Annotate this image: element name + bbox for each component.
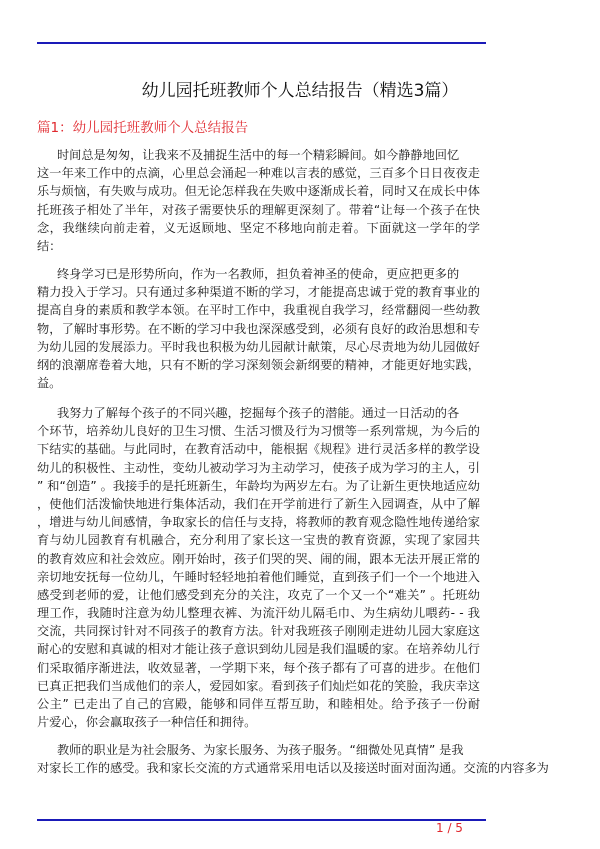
text-line: 纲的浪潮席卷着大地，只有不断的学习深刻领会新纲要的精神，才能更好地实践， bbox=[37, 357, 480, 372]
text-line: 的教育效应和社会效应。刚开始时，孩子们哭的哭、闹的闹，跟本无法开展正常的 bbox=[37, 551, 480, 566]
text-line: 教师的职业是为社会服务、为家长服务、为孩子服务。“细微处见真情” 是我 bbox=[57, 743, 464, 757]
text-line: 已真正把我们当成他们的亲人，爱园如家。看到孩子们灿烂如花的笑脸，我庆幸这 bbox=[37, 678, 480, 693]
text-line: 念，我继续向前走着，义无返顾地、坚定不移地向前走着。下面就这一学年的学 bbox=[37, 220, 480, 235]
text-line: 终身学习已是形势所向，作为一名教师，担负着神圣的使命，更应把更多的 bbox=[57, 267, 460, 281]
text-line: ，使他们活泼愉快地进行集体活动，我们在开学前进行了新生入园调查，从中了解 bbox=[37, 496, 480, 511]
text-line: 时间总是匆匆，让我来不及捕捉生活中的每一个精彩瞬间。如今静静地回忆 bbox=[57, 148, 460, 162]
header-rule bbox=[37, 42, 486, 44]
text-line: 提高自身的素质和教学本领。在平时工作中，我重视自我学习，经常翻阅一些幼教 bbox=[37, 303, 480, 318]
text-line: 感受到老师的爱，让他们感受到充分的关注，攻克了一个又一个“难关” 。托班幼 bbox=[37, 587, 480, 602]
text-line: 精力投入于学习。只有通过多种渠道不断的学习，才能提高忠诚于党的教育事业的 bbox=[37, 285, 480, 300]
text-line: 托班孩子相处了半年，对孩子需要快乐的理解更深刻了。带着“让每一个孩子在快 bbox=[37, 202, 480, 217]
paragraph-4 bbox=[37, 741, 549, 777]
document-title: 幼儿园托班教师个人总结报告（精选3篇） bbox=[141, 81, 459, 101]
text-line: 下结实的基础。与此同时，在教育活动中，能根据《规程》进行灵活多样的教学设 bbox=[37, 442, 480, 457]
page-indicator: 1 / 5 bbox=[436, 821, 463, 835]
text-line: 幼儿的积极性、主动性，变幼儿被动学习为主动学习，使孩子成为学习的主人，引 bbox=[37, 460, 480, 475]
text-line: 育与幼儿园教育有机融合，充分利用了家长这一宝贵的教育资源，实现了家园共 bbox=[37, 533, 480, 548]
text-line: 益。 bbox=[37, 376, 62, 391]
text-line: 乐与烦恼，有失败与成功。但无论怎样我在失败中逐渐成长着，同时又在成长中体 bbox=[37, 184, 480, 199]
text-line: 结： bbox=[37, 238, 62, 253]
footer-rule bbox=[37, 819, 486, 821]
text-line: 亲切地安抚每一位幼儿，午睡时轻轻地拍着他们睡觉，直到孩子们一个一个地进入 bbox=[37, 569, 480, 584]
text-line: 我努力了解每个孩子的不同兴趣，挖掘每个孩子的潜能。通过一日活动的各 bbox=[57, 406, 460, 420]
text-line: 耐心的安慰和真诚的相对才能让孩子意识到幼儿园是我们温暖的家。在培养幼儿行 bbox=[37, 642, 480, 657]
text-line: 公主” 已走出了自己的宫殿，能够和同伴互帮互助，和睦相处。给予孩子一份耐 bbox=[37, 697, 480, 712]
text-line: 这一年来工作中的点滴，心里总会涌起一种难以言表的感觉，三百多个日日夜夜走 bbox=[37, 166, 480, 181]
text-line: 物，了解时事形势。在不断的学习中我也深深感受到，必须有良好的政治思想和专 bbox=[37, 321, 480, 336]
text-line: 们采取循序渐进法，收效显著，一学期下来，每个孩子都有了可喜的进步。在他们 bbox=[37, 660, 480, 675]
paragraph-3 bbox=[37, 404, 480, 731]
section-heading: 篇1：幼儿园托班教师个人总结报告 bbox=[37, 120, 249, 136]
text-line: 为幼儿园的发展添力。平时我也积极为幼儿园献计献策，尽心尽责地为幼儿园做好 bbox=[37, 339, 480, 354]
paragraph-1 bbox=[37, 146, 480, 255]
text-line: 交流，共同探讨针对不同孩子的教育方法。针对我班孩子刚刚走进幼儿园大家庭这 bbox=[37, 624, 480, 639]
text-line: 对家长工作的感受。我和家长交流的方式通常采用电话以及接送时面对面沟通。交流的内容多为 bbox=[37, 761, 549, 776]
text-line: ” 和“创造” 。我接手的是托班新生，年龄均为两岁左右。为了让新生更快地适应幼 bbox=[37, 478, 480, 493]
text-line: 个环节，培养幼儿良好的卫生习惯、生活习惯及行为习惯等一系列常规，为今后的 bbox=[37, 424, 480, 439]
text-line: 片爱心，你会赢取孩子一种信任和拥待。 bbox=[37, 715, 257, 730]
text-line: 理工作，我随时注意为幼儿整理衣裤、为流汗幼儿隔毛巾、为生病幼儿喂药- - 我 bbox=[37, 606, 480, 621]
text-line: ，增进与幼儿间感情，争取家长的信任与支持，将教师的教育观念隐性地传递给家 bbox=[37, 515, 480, 530]
paragraph-2 bbox=[37, 265, 480, 392]
